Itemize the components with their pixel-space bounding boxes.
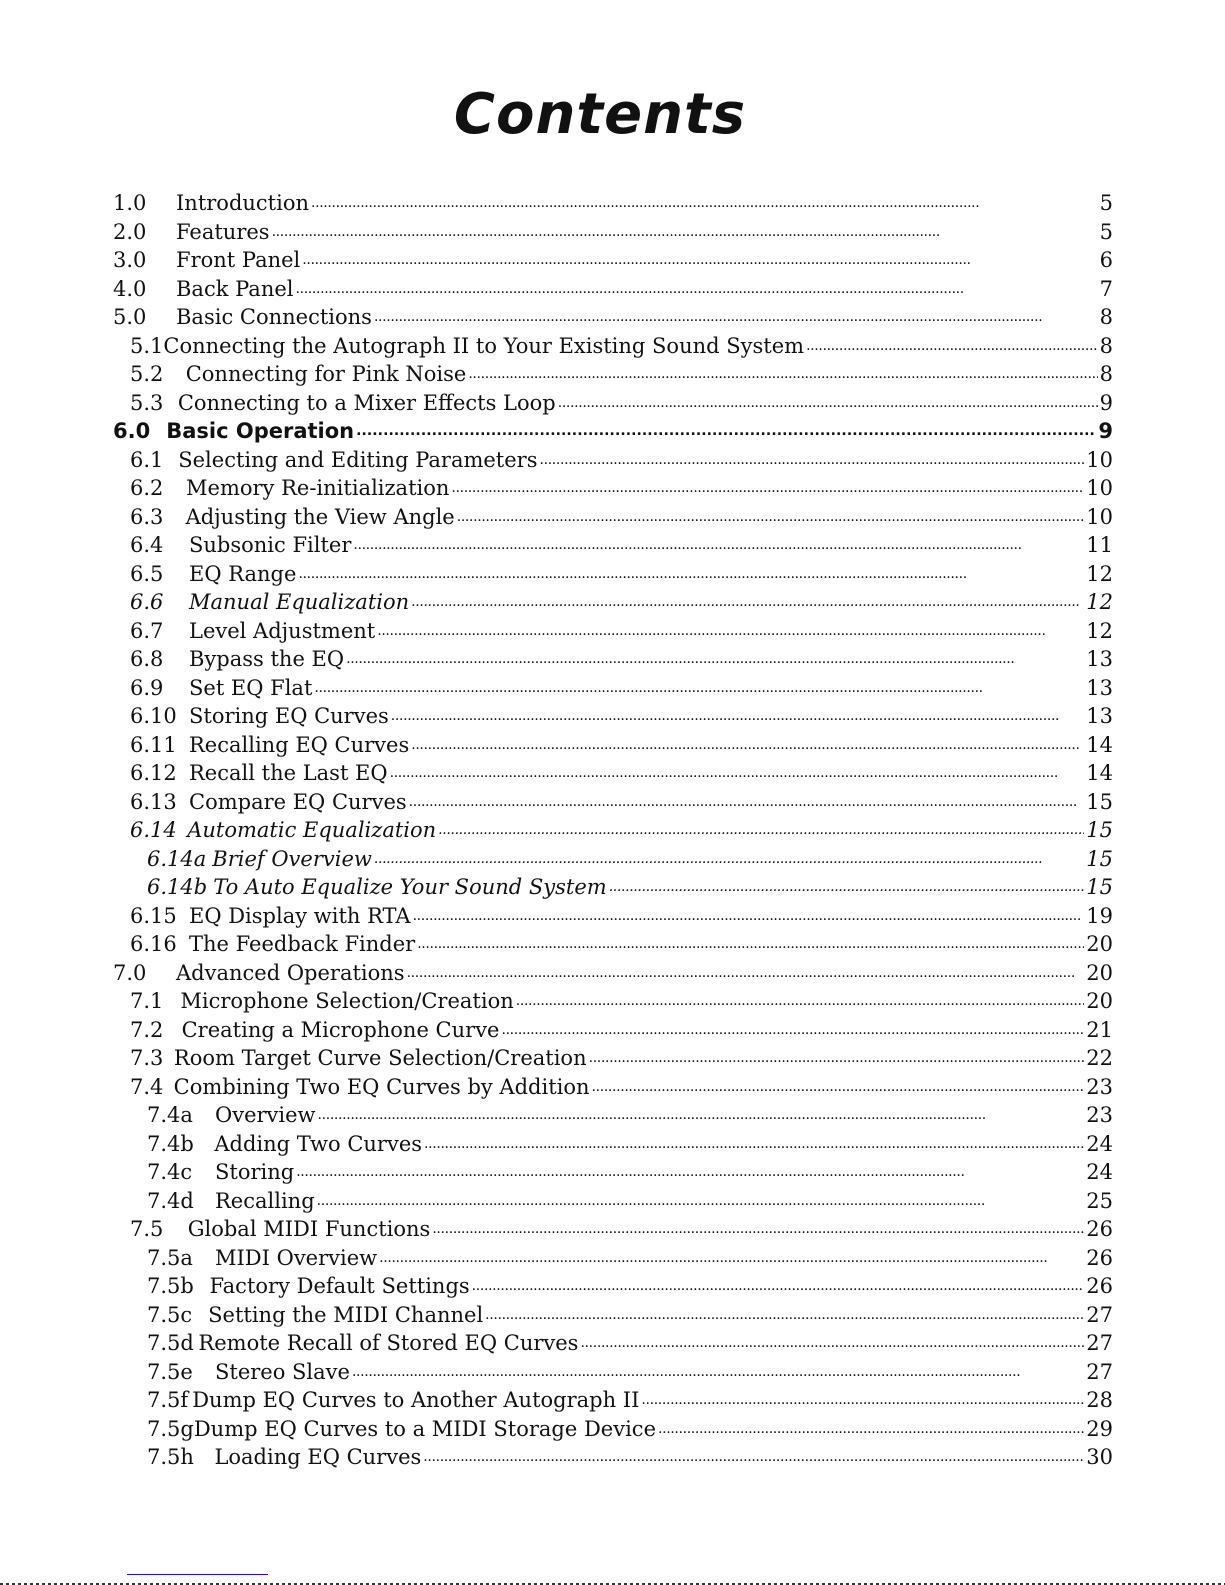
dot-leader: [296, 1158, 1084, 1187]
dot-leader: [558, 389, 1098, 418]
toc-entry-number: 7.4a: [147, 1103, 193, 1127]
toc-entry-title: Recalling EQ Curves: [189, 732, 410, 757]
dot-leader: [346, 645, 1084, 674]
toc-entry-title: Manual Equalization: [189, 590, 410, 614]
toc-entry-number: 3.0: [113, 248, 147, 272]
toc-entry[interactable]: [113, 759, 1113, 788]
toc-entry[interactable]: [113, 1443, 1113, 1472]
toc-entry-title: Bypass the EQ: [189, 647, 345, 671]
dot-leader: [641, 1386, 1084, 1415]
toc-entry-page: 30: [1086, 1445, 1113, 1469]
toc-entry-page: 28: [1086, 1388, 1113, 1412]
toc-entry-title: Dump EQ Curves to Another Autograph II: [192, 1388, 640, 1412]
toc-entry-page: 26: [1086, 1274, 1113, 1298]
dot-leader: [457, 503, 1085, 532]
toc-entry-title: Brief Overview: [212, 846, 372, 871]
toc-entry-page: 10: [1086, 476, 1113, 500]
toc-entry[interactable]: [113, 560, 1113, 589]
toc-entry[interactable]: [113, 1329, 1113, 1358]
dot-leader: [592, 1073, 1085, 1102]
toc-entry[interactable]: [113, 702, 1113, 731]
dot-leader: [451, 474, 1084, 503]
toc-entry-page: 8: [1099, 333, 1113, 358]
toc-entry-number: 6.16: [130, 932, 177, 956]
toc-entry-title: Selecting and Editing Parameters: [178, 447, 538, 472]
dot-leader: [411, 731, 1084, 760]
toc-entry-title: Stereo Slave: [215, 1359, 350, 1384]
toc-entry-page: 10: [1086, 447, 1113, 472]
toc-entry-number: 6.9: [130, 675, 164, 700]
toc-entry-page: 27: [1086, 1302, 1113, 1327]
toc-entry[interactable]: [113, 816, 1113, 845]
dot-leader: [485, 1301, 1084, 1330]
toc-entry-title: Set EQ Flat: [189, 675, 313, 700]
toc-entry-number: 7.3: [130, 1046, 164, 1070]
toc-entry-title: Combining Two EQ Curves by Addition: [173, 1074, 590, 1099]
toc-entry-number: 7.5a: [147, 1245, 193, 1270]
toc-entry-number: 7.5c: [147, 1302, 193, 1327]
toc-entry-title: Basic Operation: [166, 419, 355, 443]
toc-entry-page: 24: [1086, 1160, 1113, 1184]
dot-leader: [353, 531, 1084, 560]
link-underline: [127, 1574, 268, 1575]
toc-entry[interactable]: [113, 417, 1113, 446]
toc-entry-title: Advanced Operations: [176, 960, 405, 985]
toc-entry-number: 6.13: [130, 789, 177, 814]
toc-entry[interactable]: [113, 1301, 1113, 1330]
dot-leader: [318, 1101, 1085, 1130]
dot-leader: [302, 246, 1097, 275]
toc-entry-number: 6.14: [130, 818, 177, 842]
toc-entry-page: 20: [1086, 932, 1113, 956]
toc-entry-number: 6.5: [130, 561, 164, 586]
dot-leader: [417, 930, 1084, 959]
toc-entry[interactable]: [113, 845, 1113, 874]
toc-entry-title: Memory Re-initialization: [186, 476, 450, 500]
toc-entry-page: 22: [1086, 1046, 1113, 1070]
toc-entry[interactable]: [113, 446, 1113, 475]
toc-entry-title: Factory Default Settings: [209, 1274, 470, 1298]
toc-entry-page: 23: [1086, 1103, 1113, 1127]
toc-entry-number: 7.0: [113, 960, 147, 985]
toc-entry[interactable]: [113, 873, 1113, 902]
toc-entry[interactable]: [113, 1386, 1113, 1415]
toc-entry-title: Setting the MIDI Channel: [208, 1302, 484, 1327]
toc-entry-page: 7: [1099, 276, 1113, 301]
dot-leader: [390, 759, 1085, 788]
toc-entry-page: 11: [1086, 533, 1113, 557]
toc-entry[interactable]: [113, 246, 1113, 275]
toc-entry-number: 5.1: [130, 333, 164, 358]
toc-entry-number: 6.6: [130, 590, 164, 614]
toc-entry-page: 21: [1086, 1017, 1113, 1042]
toc-entry-title: MIDI Overview: [215, 1245, 378, 1270]
toc-entry-title: The Feedback Finder: [189, 932, 416, 956]
dot-leader: [298, 560, 1084, 589]
page-title: Contents: [453, 82, 747, 147]
toc-entry-number: 7.4c: [147, 1160, 193, 1184]
dot-leader: [468, 360, 1097, 389]
toc-entry-page: 20: [1086, 989, 1113, 1013]
toc-entry-title: Features: [176, 219, 270, 244]
toc-entry-title: Level Adjustment: [189, 618, 376, 643]
toc-entry[interactable]: [113, 930, 1113, 959]
toc-entry-page: 6: [1099, 248, 1113, 272]
dot-leader: [314, 674, 1084, 703]
toc-entry[interactable]: [113, 218, 1113, 247]
toc-entry-title: Subsonic Filter: [189, 533, 352, 557]
toc-entry-number: 7.4d: [147, 1188, 194, 1213]
toc-entry-number: 7.4b: [147, 1131, 194, 1156]
dot-leader: [438, 816, 1084, 845]
toc-entry-title: Adjusting the View Angle: [185, 504, 455, 529]
toc-entry-number: 6.8: [130, 647, 164, 671]
toc-entry[interactable]: [113, 1415, 1113, 1444]
dot-leader: [540, 446, 1085, 475]
dot-leader: [356, 417, 1096, 446]
toc-entry[interactable]: [113, 645, 1113, 674]
toc-entry[interactable]: [113, 902, 1113, 931]
toc-entry-page: 27: [1086, 1331, 1113, 1355]
toc-entry-page: 8: [1099, 362, 1113, 386]
toc-entry-page: 25: [1086, 1188, 1113, 1213]
toc-entry-page: 15: [1086, 789, 1113, 814]
toc-entry-title: Basic Connections: [176, 305, 372, 329]
dot-leader: [296, 275, 1098, 304]
toc-entry-page: 14: [1086, 732, 1113, 757]
toc-entry-number: 7.5h: [147, 1445, 194, 1469]
toc-entry-title: Recall the Last EQ: [189, 761, 388, 785]
toc-entry-page: 29: [1086, 1416, 1113, 1441]
toc-entry-title: Overview: [215, 1103, 316, 1127]
toc-entry-number: 7.5d: [147, 1331, 194, 1355]
toc-entry-page: 26: [1086, 1245, 1113, 1270]
toc-entry-number: 6.12: [130, 761, 177, 785]
dot-leader: [374, 845, 1084, 874]
dot-leader: [391, 702, 1084, 731]
toc-entry[interactable]: [113, 531, 1113, 560]
toc-entry[interactable]: [113, 588, 1113, 617]
toc-entry-number: 6.1: [130, 447, 164, 472]
dot-leader: [411, 588, 1084, 617]
dot-leader: [407, 959, 1085, 988]
toc-entry-number: 7.5b: [147, 1274, 194, 1298]
toc-entry-page: 12: [1086, 561, 1113, 586]
toc-entry-page: 13: [1086, 704, 1113, 728]
toc-entry-number: 7.5g: [147, 1416, 194, 1441]
toc-entry-page: 27: [1086, 1359, 1113, 1384]
toc-entry[interactable]: [113, 332, 1113, 361]
toc-entry[interactable]: [113, 731, 1113, 760]
toc-entry-page: 20: [1086, 960, 1113, 985]
toc-entry-number: 7.5e: [147, 1359, 193, 1384]
toc-entry-page: 13: [1086, 647, 1113, 671]
toc-entry[interactable]: [113, 1044, 1113, 1073]
dot-leader: [409, 788, 1085, 817]
toc-entry[interactable]: [113, 1130, 1113, 1159]
toc-entry-title: Connecting for Pink Noise: [185, 362, 467, 386]
toc-entry-page: 26: [1086, 1217, 1113, 1241]
toc-entry-number: 6.7: [130, 618, 164, 643]
toc-entry[interactable]: [113, 360, 1113, 389]
toc-entry-title: Microphone Selection/Creation: [180, 989, 514, 1013]
toc-entry[interactable]: [113, 987, 1113, 1016]
toc-entry-page: 23: [1086, 1074, 1113, 1099]
toc-entry-title: Loading EQ Curves: [214, 1445, 422, 1469]
toc-entry-number: 6.3: [130, 504, 164, 529]
toc-entry-title: EQ Display with RTA: [189, 903, 411, 928]
toc-entry-title: Automatic Equalization: [187, 818, 437, 842]
toc-entry[interactable]: [113, 503, 1113, 532]
toc-entry-page: 8: [1099, 305, 1113, 329]
dot-leader: [589, 1044, 1085, 1073]
dot-leader: [580, 1329, 1084, 1358]
toc-entry-number: 6.14b: [147, 875, 208, 899]
toc-entry-number: 5.0: [113, 305, 147, 329]
toc-entry[interactable]: [113, 788, 1113, 817]
toc-entry-number: 5.3: [130, 390, 164, 415]
toc-entry-title: Storing EQ Curves: [189, 704, 389, 728]
toc-entry-number: 6.10: [130, 704, 177, 728]
toc-entry-title: EQ Range: [189, 561, 297, 586]
toc-entry-page: 9: [1099, 390, 1113, 415]
toc-entry-page: 5: [1099, 219, 1113, 244]
toc-entry-page: 12: [1086, 590, 1113, 614]
toc-entry-number: 2.0: [113, 219, 147, 244]
toc-entry-number: 7.2: [130, 1017, 164, 1042]
toc-entry[interactable]: [113, 1158, 1113, 1187]
toc-entry-title: Adding Two Curves: [214, 1131, 423, 1156]
toc-entry-number: 7.5f: [147, 1388, 189, 1412]
dot-leader: [311, 189, 1098, 218]
toc-entry-title: Global MIDI Functions: [187, 1217, 431, 1241]
toc-entry-number: 7.5: [130, 1217, 164, 1241]
toc-entry-title: Creating a Microphone Curve: [181, 1017, 500, 1042]
toc-entry[interactable]: [113, 617, 1113, 646]
toc-entry-number: 6.11: [130, 732, 177, 757]
dot-leader: [432, 1215, 1084, 1244]
toc-entry[interactable]: [113, 1187, 1113, 1216]
dot-leader: [377, 617, 1084, 646]
toc-entry[interactable]: [113, 1101, 1113, 1130]
dot-leader: [424, 1130, 1084, 1159]
toc-entry[interactable]: [113, 474, 1113, 503]
toc-entry-page: 5: [1099, 191, 1113, 215]
toc-entry-number: 7.1: [130, 989, 164, 1013]
toc-entry-title: Connecting the Autograph II to Your Existing Sound System: [163, 333, 805, 358]
toc-entry-title: Dump EQ Curves to a MIDI Storage Device: [193, 1416, 656, 1441]
toc-entry-title: Compare EQ Curves: [189, 789, 407, 814]
dot-leader: [516, 987, 1085, 1016]
toc-entry[interactable]: [113, 1358, 1113, 1387]
toc-entry-title: To Auto Equalize Your Sound System: [213, 875, 607, 899]
dot-leader: [806, 332, 1098, 361]
dot-leader: [272, 218, 1098, 247]
toc-entry-number: 6.0: [113, 419, 151, 443]
toc-entry-page: 9: [1098, 419, 1113, 443]
toc-entry[interactable]: [113, 1215, 1113, 1244]
toc-entry-page: 12: [1086, 618, 1113, 643]
toc-entry-number: 1.0: [113, 191, 147, 215]
dot-leader: [374, 303, 1098, 332]
toc-entry[interactable]: [113, 1073, 1113, 1102]
dot-leader: [658, 1415, 1084, 1444]
toc-entry[interactable]: [113, 674, 1113, 703]
toc-entry-title: Front Panel: [176, 248, 301, 272]
toc-entry[interactable]: [113, 1272, 1113, 1301]
toc-entry-title: Storing: [215, 1160, 295, 1184]
toc-entry-page: 15: [1086, 875, 1113, 899]
toc-entry-number: 6.14a: [147, 846, 207, 871]
toc-entry[interactable]: [113, 959, 1113, 988]
toc-entry-title: Connecting to a Mixer Effects Loop: [177, 390, 556, 415]
toc-entry-title: Room Target Curve Selection/Creation: [173, 1046, 587, 1070]
dot-leader: [423, 1443, 1084, 1472]
toc-entry-title: Remote Recall of Stored EQ Curves: [198, 1331, 579, 1355]
dot-leader: [472, 1272, 1085, 1301]
table-of-contents: [113, 189, 1113, 1472]
toc-entry-number: 6.2: [130, 476, 164, 500]
toc-entry-number: 4.0: [113, 276, 147, 301]
toc-entry[interactable]: [113, 189, 1113, 218]
toc-entry-number: 6.15: [130, 903, 177, 928]
toc-entry[interactable]: [113, 1244, 1113, 1273]
dot-leader: [352, 1358, 1084, 1387]
toc-entry-page: 13: [1086, 675, 1113, 700]
toc-entry[interactable]: [113, 303, 1113, 332]
toc-entry-title: Introduction: [176, 191, 309, 215]
toc-entry-page: 15: [1086, 818, 1113, 842]
toc-entry[interactable]: [113, 275, 1113, 304]
toc-entry-title: Back Panel: [176, 276, 294, 301]
toc-entry-number: 5.2: [130, 362, 164, 386]
toc-entry-page: 15: [1086, 846, 1113, 871]
toc-entry[interactable]: [113, 1016, 1113, 1045]
dot-leader: [609, 873, 1085, 902]
toc-entry-page: 10: [1086, 504, 1113, 529]
toc-entry-page: 19: [1086, 903, 1113, 928]
toc-entry-page: 14: [1086, 761, 1113, 785]
dot-leader: [379, 1244, 1084, 1273]
toc-entry-title: Recalling: [215, 1188, 315, 1213]
toc-entry-number: 6.4: [130, 533, 164, 557]
dot-leader: [413, 902, 1085, 931]
toc-entry-number: 7.4: [130, 1074, 164, 1099]
toc-entry[interactable]: [113, 389, 1113, 418]
dot-leader: [317, 1187, 1085, 1216]
toc-entry-page: 24: [1086, 1131, 1113, 1156]
dot-leader: [501, 1016, 1084, 1045]
